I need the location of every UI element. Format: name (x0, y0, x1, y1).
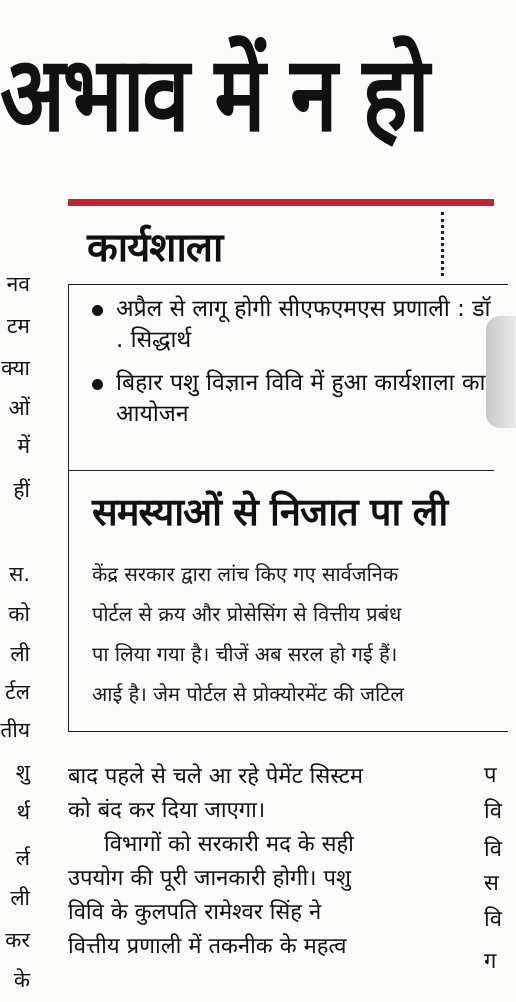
dotted-divider (441, 212, 444, 276)
section-kicker: कार्यशाला (87, 225, 223, 271)
bullet-text: अप्रैल से लागू होगी सीएफएमएस प्रणाली : डॉ . सिद्धार्थ (116, 296, 491, 353)
bullet-dot-icon (92, 379, 103, 390)
left-fragment: शु (15, 760, 30, 784)
body-line: विभागों को सरकारी मद के सही (104, 832, 354, 857)
bullet-item (92, 294, 492, 356)
bullet-list (92, 294, 492, 442)
right-fragment: वि (484, 907, 502, 932)
body-line: बाद पहले से चले आ रहे पेमेंट सिस्टम (68, 764, 364, 789)
bullet-text: बिहार पशु विज्ञान विवि में हुआ कार्यशाला का आयोजन (116, 370, 486, 427)
body-line: को बंद कर दिया जाएगा। (68, 798, 266, 823)
bullet-dot-icon (92, 305, 103, 316)
right-fragment: प (484, 763, 497, 788)
summary-text (92, 554, 494, 714)
left-fragment: के (13, 968, 30, 992)
body-line: उपयोग की पूरी जानकारी होगी। पशु (68, 866, 351, 891)
left-fragment: को (8, 602, 30, 626)
red-rule (68, 199, 494, 206)
left-fragment: ली (10, 642, 30, 666)
summary-line: केंद्र सरकार द्वारा लांच किए गए सार्वजनिक (92, 562, 399, 586)
left-fragment: र्थ (16, 800, 30, 824)
left-column-fragments (0, 272, 40, 1002)
right-fragment: स (484, 871, 499, 896)
summary-line: पोर्टल से क्रय और प्रोसेसिंग से वित्तीय प्रबंध (92, 602, 402, 626)
right-fragment: वि (484, 837, 502, 862)
left-fragment: ओं (8, 396, 30, 420)
left-fragment: स. (9, 562, 30, 586)
left-fragment: हीं (13, 478, 30, 502)
summary-line: आई है। जेम पोर्टल से प्रोक्योरमेंट की जटिल (92, 682, 404, 706)
box-divider (68, 470, 494, 471)
right-fragment: वि (484, 799, 502, 824)
left-fragment: र्ल (15, 846, 30, 870)
body-line: वित्तीय प्रणाली में तकनीक के महत्व (68, 934, 347, 959)
left-fragment: तीय (0, 718, 30, 742)
summary-line: पा लिया गया है। चीजें अब सरल हो गई हैं। (92, 642, 398, 666)
left-fragment: टम (6, 314, 30, 338)
left-fragment: क्या (1, 356, 30, 380)
left-fragment: कर (5, 928, 30, 952)
body-line: विवि के कुलपति रामेश्वर सिंह ने (68, 900, 322, 925)
photo-edge (486, 316, 516, 428)
left-fragment: र्टल (5, 680, 30, 704)
body-column (68, 760, 454, 964)
headline: अभाव में न हो (0, 33, 428, 155)
right-column-fragments (478, 760, 502, 1002)
left-fragment: नव (6, 272, 30, 296)
left-fragment: ली (10, 886, 30, 910)
bullet-item (92, 368, 492, 430)
right-fragment: ग (484, 949, 497, 974)
left-fragment: में (17, 434, 30, 458)
subheadline: समस्याओं से निजात पा ली (92, 490, 448, 534)
